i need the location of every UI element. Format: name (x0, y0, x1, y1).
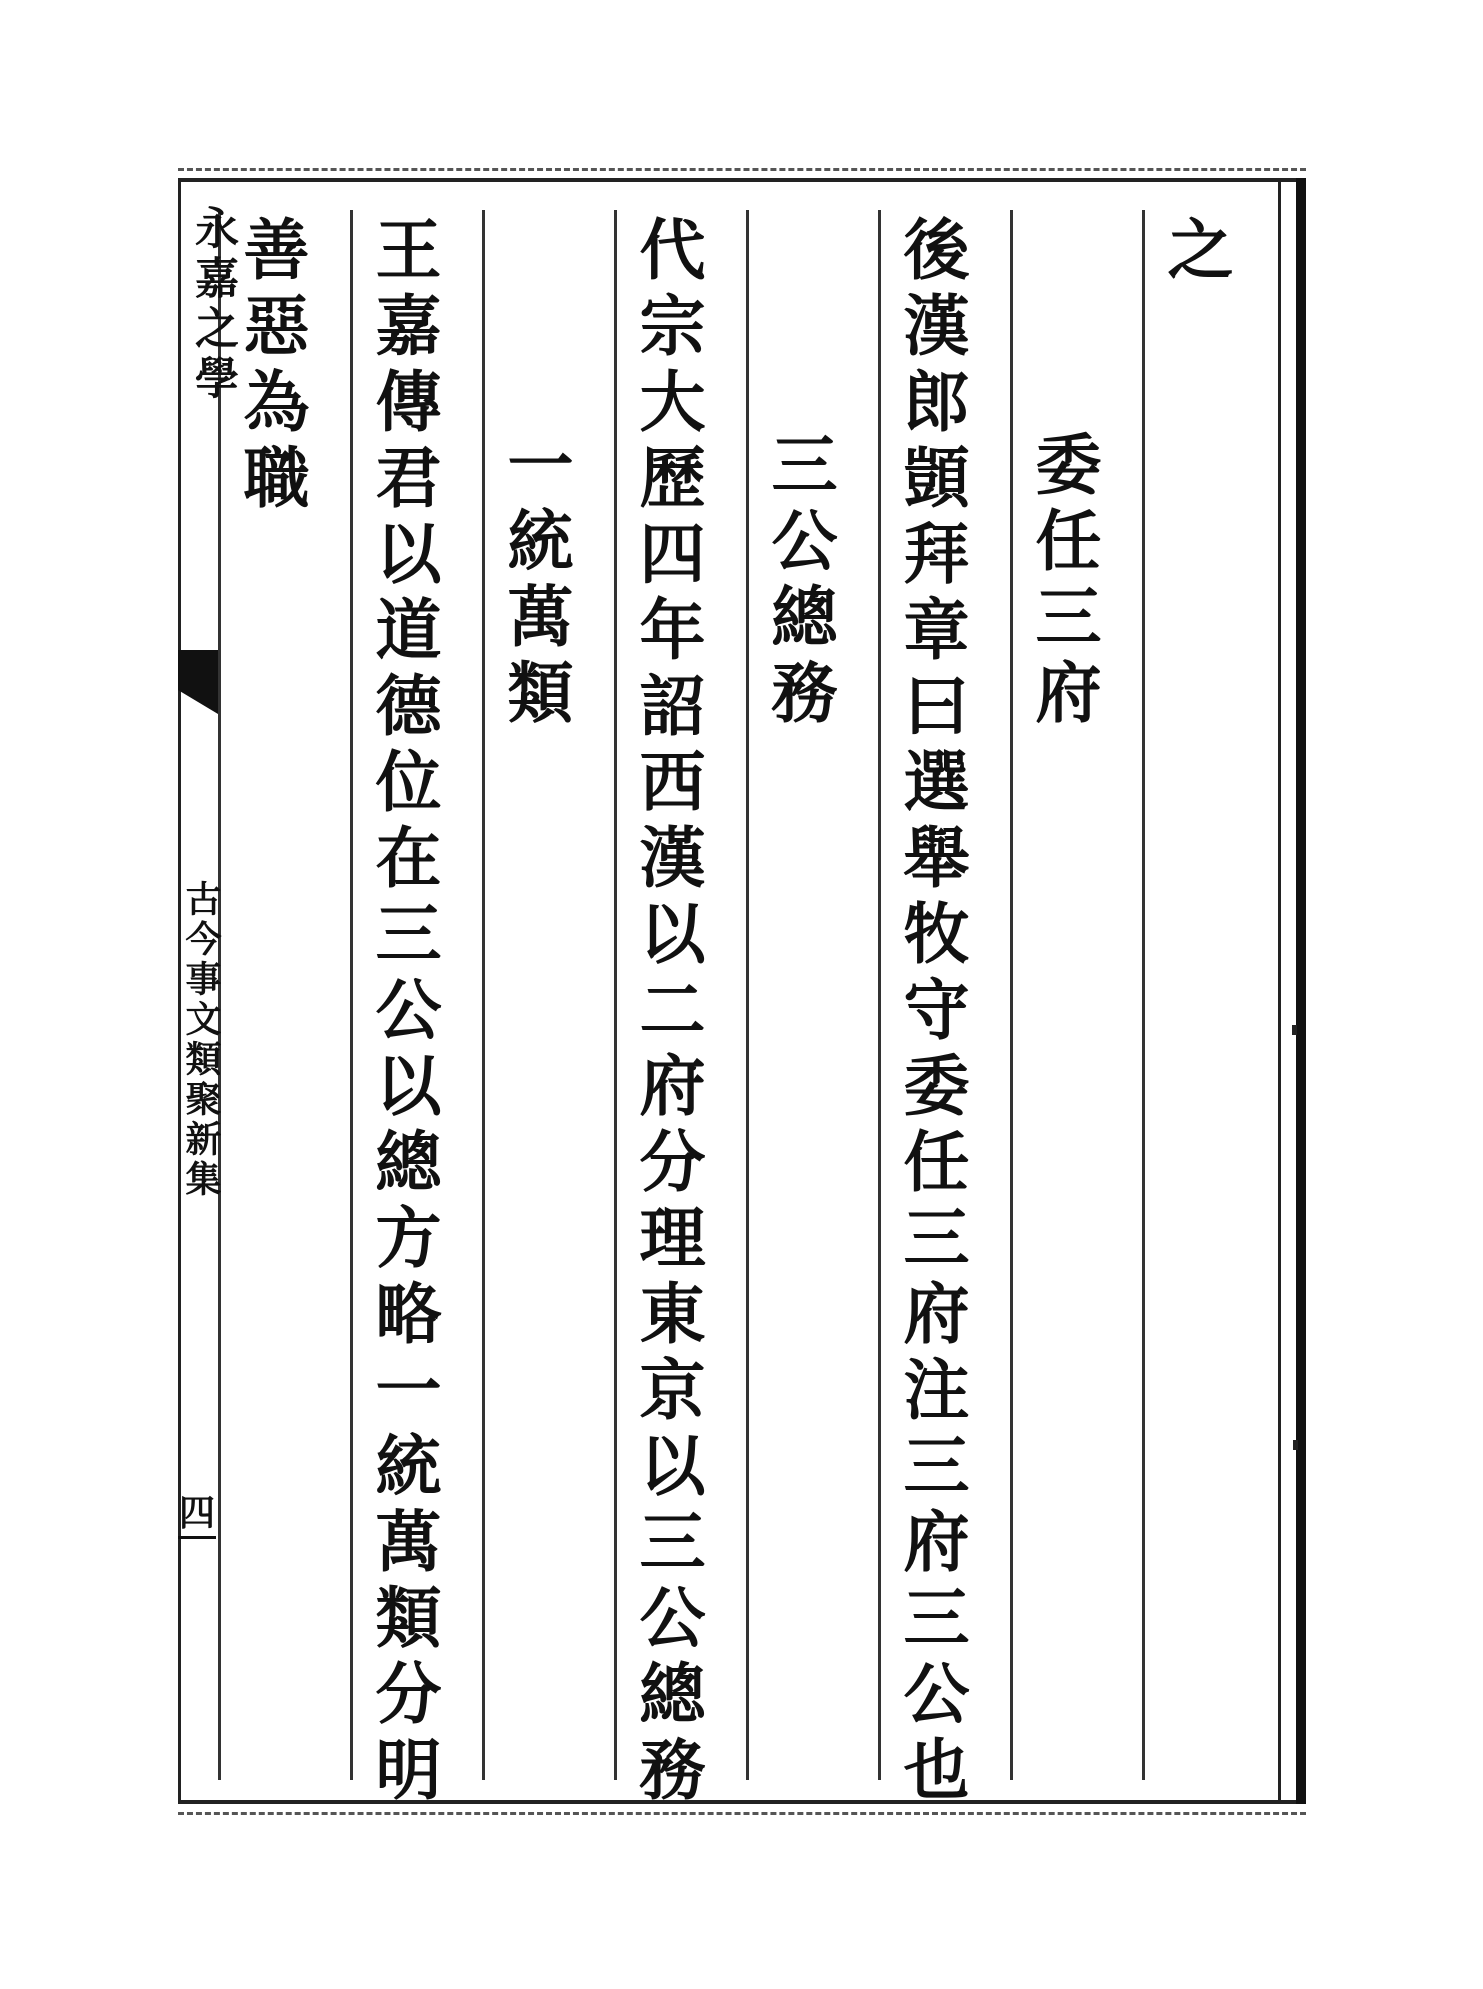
column-divider (614, 210, 617, 1780)
ink-speck (1293, 1440, 1298, 1450)
frame-right-inner-rule (1278, 178, 1281, 1804)
fish-tail-mark (178, 650, 218, 690)
frame-bottom-rule (178, 1800, 1306, 1804)
text-column: 代宗大歷四年詔西漢以二府分理東京以三公總務 (628, 215, 706, 1811)
fish-tail-wedge (178, 690, 218, 714)
column-divider (746, 210, 749, 1780)
frame-top-dashed-rule (178, 168, 1306, 171)
column-divider (878, 210, 881, 1780)
text-column: 之 (1156, 215, 1234, 291)
frame-right-thick-rule (1296, 178, 1306, 1804)
text-column: 王嘉傳君以道德位在三公以總方略一統萬類分明 (364, 215, 442, 1811)
text-column: 一統萬類 (496, 430, 574, 734)
banner-book-title: 古今事文類聚新集 (180, 880, 222, 1200)
text-column: 三公總務 (760, 430, 838, 734)
column-divider (1142, 210, 1145, 1780)
text-column: 委任三府 (1024, 430, 1102, 734)
text-column: 後漢郎顗拜章曰選舉牧守委任三府注三府三公也 (892, 215, 970, 1811)
page-number: 四 (178, 1485, 216, 1539)
frame-bottom-dashed-rule (178, 1812, 1306, 1815)
column-divider (1010, 210, 1013, 1780)
banner-top-label: 永嘉之學 (187, 205, 238, 405)
column-divider (482, 210, 485, 1780)
column-divider (350, 210, 353, 1780)
frame-top-rule (178, 178, 1306, 182)
ink-speck (1292, 1025, 1297, 1035)
text-column: 善惡為職 (232, 215, 310, 519)
